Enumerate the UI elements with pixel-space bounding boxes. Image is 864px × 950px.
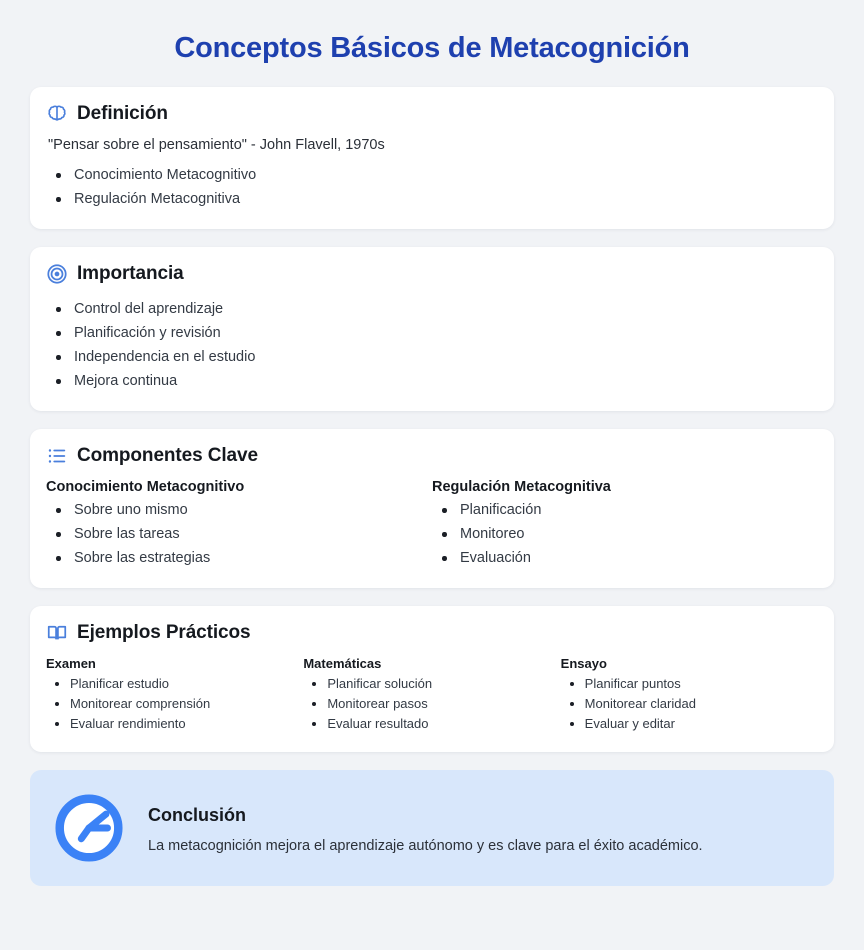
component-column-regulation bbox=[432, 479, 818, 570]
importance-list bbox=[46, 297, 818, 393]
list-item: Independencia en el estudio bbox=[46, 345, 818, 369]
list-item: Planificación y revisión bbox=[46, 321, 818, 345]
example-column-examen bbox=[46, 656, 303, 734]
target-icon bbox=[46, 263, 68, 285]
list-item: Sobre uno mismo bbox=[46, 498, 432, 522]
definition-list bbox=[46, 163, 818, 211]
definition-quote: "Pensar sobre el pensamiento" - John Flavell, 1970s bbox=[48, 137, 385, 154]
card-title: Importancia bbox=[77, 263, 184, 285]
conclusion-title: Conclusión bbox=[148, 804, 246, 825]
column-heading: Examen bbox=[46, 656, 96, 672]
list-item: Planificación bbox=[432, 498, 818, 522]
column-heading: Conocimiento Metacognitivo bbox=[46, 479, 245, 496]
list-item: Regulación Metacognitiva bbox=[46, 187, 818, 211]
examples-columns bbox=[46, 656, 818, 734]
column-heading: Ensayo bbox=[560, 656, 607, 672]
component-column-knowledge bbox=[46, 479, 432, 570]
column-list bbox=[46, 674, 303, 734]
list-item: Planificar solución bbox=[303, 674, 560, 694]
list-item: Monitorear comprensión bbox=[46, 694, 303, 714]
list-item: Conocimiento Metacognitivo bbox=[46, 163, 818, 187]
card-conclusion bbox=[30, 770, 834, 886]
column-heading: Matemáticas bbox=[303, 656, 382, 672]
card-componentes-clave bbox=[30, 429, 834, 588]
conclusion-body bbox=[148, 803, 703, 854]
column-list bbox=[432, 498, 818, 570]
card-header bbox=[46, 103, 818, 125]
example-column-matematicas bbox=[303, 656, 560, 734]
list-item: Mejora continua bbox=[46, 369, 818, 393]
list-item: Planificar puntos bbox=[561, 674, 818, 694]
card-ejemplos-practicos bbox=[30, 606, 834, 752]
card-definicion bbox=[30, 87, 834, 229]
example-column-ensayo bbox=[561, 656, 818, 734]
list-item: Monitorear claridad bbox=[561, 694, 818, 714]
list-item: Control del aprendizaje bbox=[46, 297, 818, 321]
card-title: Componentes Clave bbox=[77, 445, 258, 467]
list-item: Monitoreo bbox=[432, 522, 818, 546]
card-importancia bbox=[30, 247, 834, 411]
list-item: Evaluar y editar bbox=[561, 714, 818, 734]
card-header bbox=[46, 263, 818, 285]
brain-icon bbox=[46, 103, 68, 125]
list-item: Monitorear pasos bbox=[303, 694, 560, 714]
list-item: Sobre las estrategias bbox=[46, 546, 432, 570]
clock-check-icon bbox=[52, 791, 126, 865]
list-item: Evaluar resultado bbox=[303, 714, 560, 734]
list-item: Sobre las tareas bbox=[46, 522, 432, 546]
column-heading: Regulación Metacognitiva bbox=[432, 479, 611, 496]
column-list bbox=[46, 498, 432, 570]
conclusion-text: La metacognición mejora el aprendizaje autónomo y es clave para el éxito académico. bbox=[148, 837, 703, 854]
column-list bbox=[303, 674, 560, 734]
page-title: Conceptos Básicos de Metacognición bbox=[174, 32, 690, 64]
list-item: Evaluar rendimiento bbox=[46, 714, 303, 734]
card-header bbox=[46, 445, 818, 467]
book-icon bbox=[46, 622, 68, 644]
column-list bbox=[561, 674, 818, 734]
card-header bbox=[46, 622, 818, 644]
list-item: Planificar estudio bbox=[46, 674, 303, 694]
card-title: Definición bbox=[77, 103, 168, 125]
list-item: Evaluación bbox=[432, 546, 818, 570]
list-icon bbox=[46, 445, 68, 467]
card-title: Ejemplos Prácticos bbox=[77, 622, 251, 644]
components-columns bbox=[46, 479, 818, 570]
